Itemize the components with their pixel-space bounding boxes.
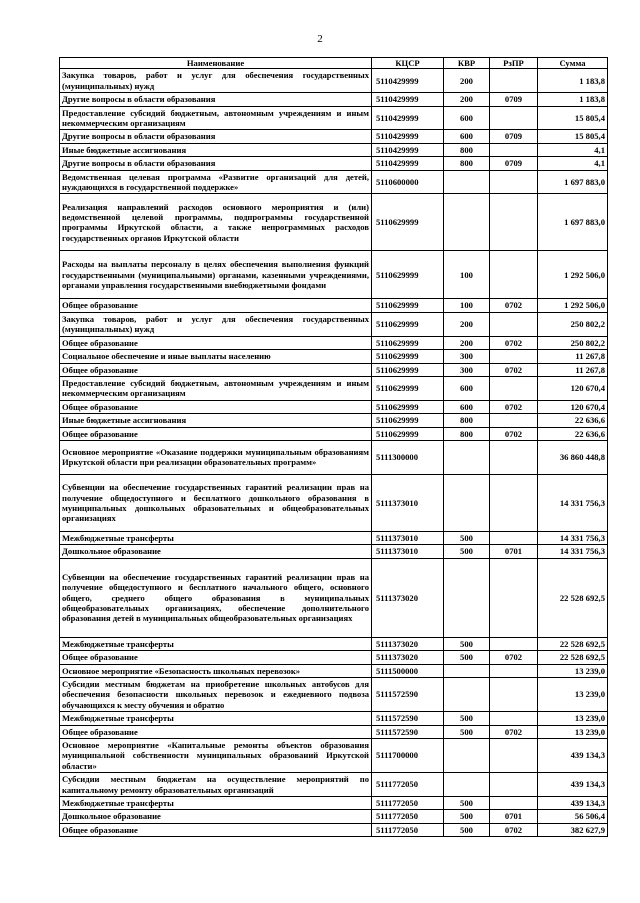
cell-name: Основное мероприятие «Безопасность школьных перевозок»: [60, 664, 372, 677]
cell-rzpr: [490, 739, 538, 773]
cell-name: Другие вопросы в области образования: [60, 157, 372, 170]
cell-name: Основное мероприятие «Капитальные ремонты объектов образования муниципальной собственности муниципальных образований Иркутской области»: [60, 739, 372, 773]
header-name: Наименование: [60, 58, 372, 69]
cell-rzpr: 0702: [490, 651, 538, 664]
cell-rzpr: [490, 170, 538, 194]
table-row: [60, 725, 608, 738]
header-sum: Сумма: [538, 58, 608, 69]
cell-rzpr: [490, 440, 538, 474]
cell-sum: 13 239,0: [538, 664, 608, 677]
cell-name: Общее образование: [60, 363, 372, 376]
cell-kvr: [444, 474, 490, 531]
cell-name: Субвенции на обеспечение государственных гарантий реализации прав на получение общедоступного и бесплатного дошкольного образования в муниципальных дошкольных образовательных и общеобразовательных организациях: [60, 474, 372, 531]
cell-kvr: 500: [444, 545, 490, 558]
cell-name: Предоставление субсидий бюджетным, автономным учреждениям и иным некоммерческим организациям: [60, 376, 372, 400]
cell-kcsr: 5111572590: [372, 712, 444, 725]
cell-rzpr: [490, 474, 538, 531]
table-header-row: [60, 58, 608, 69]
cell-name: Закупка товаров, работ и услуг для обеспечения государственных (муниципальных) нужд: [60, 69, 372, 93]
cell-sum: 13 239,0: [538, 725, 608, 738]
table-row: [60, 677, 608, 711]
cell-rzpr: [490, 106, 538, 130]
table-row: [60, 170, 608, 194]
cell-kcsr: 5110629999: [372, 194, 444, 251]
cell-sum: 14 331 756,3: [538, 474, 608, 531]
cell-kcsr: 5110429999: [372, 93, 444, 106]
cell-kvr: [444, 194, 490, 251]
cell-kvr: 200: [444, 312, 490, 336]
cell-kcsr: 5111700000: [372, 739, 444, 773]
cell-kcsr: 5111572590: [372, 677, 444, 711]
cell-rzpr: [490, 376, 538, 400]
cell-rzpr: 0702: [490, 823, 538, 836]
cell-kvr: 500: [444, 712, 490, 725]
cell-name: Субсидии местным бюджетам на осуществление мероприятий по капитальному ремонту образовательных организаций: [60, 773, 372, 797]
cell-sum: 22 528 692,5: [538, 558, 608, 637]
cell-rzpr: 0701: [490, 810, 538, 823]
cell-name: Дошкольное образование: [60, 545, 372, 558]
cell-kvr: 500: [444, 810, 490, 823]
cell-sum: 13 239,0: [538, 677, 608, 711]
cell-sum: 4,1: [538, 157, 608, 170]
table-row: [60, 474, 608, 531]
cell-kcsr: 5110629999: [372, 299, 444, 312]
cell-kvr: 600: [444, 130, 490, 143]
cell-sum: 36 860 448,8: [538, 440, 608, 474]
cell-kcsr: 5111373020: [372, 558, 444, 637]
cell-kcsr: 5111500000: [372, 664, 444, 677]
table-row: [60, 651, 608, 664]
cell-kcsr: 5111772050: [372, 773, 444, 797]
table-row: [60, 637, 608, 650]
cell-sum: 1 697 883,0: [538, 194, 608, 251]
table-row: [60, 299, 608, 312]
cell-kcsr: 5110629999: [372, 312, 444, 336]
cell-sum: 13 239,0: [538, 712, 608, 725]
cell-name: Другие вопросы в области образования: [60, 93, 372, 106]
cell-sum: 1 292 506,0: [538, 299, 608, 312]
table-row: [60, 251, 608, 299]
cell-sum: 1 697 883,0: [538, 170, 608, 194]
cell-sum: 14 331 756,3: [538, 531, 608, 544]
table-row: [60, 106, 608, 130]
table-row: [60, 363, 608, 376]
cell-kvr: [444, 170, 490, 194]
cell-rzpr: 0702: [490, 427, 538, 440]
cell-kcsr: 5110429999: [372, 106, 444, 130]
cell-kcsr: 5110429999: [372, 157, 444, 170]
cell-kvr: 200: [444, 69, 490, 93]
cell-kvr: 500: [444, 823, 490, 836]
cell-sum: 56 506,4: [538, 810, 608, 823]
header-kvr: КВР: [444, 58, 490, 69]
cell-name: Общее образование: [60, 336, 372, 349]
cell-sum: 250 802,2: [538, 336, 608, 349]
cell-kvr: [444, 677, 490, 711]
cell-kcsr: 5111373010: [372, 545, 444, 558]
cell-rzpr: [490, 312, 538, 336]
cell-name: Предоставление субсидий бюджетным, автономным учреждениям и иным некоммерческим организациям: [60, 106, 372, 130]
table-row: [60, 336, 608, 349]
cell-name: Общее образование: [60, 651, 372, 664]
cell-kcsr: 5111373010: [372, 474, 444, 531]
cell-kvr: 800: [444, 427, 490, 440]
cell-kcsr: 5110429999: [372, 130, 444, 143]
table-row: [60, 414, 608, 427]
cell-kvr: 500: [444, 637, 490, 650]
cell-kcsr: 5111373010: [372, 531, 444, 544]
cell-kcsr: 5110429999: [372, 143, 444, 156]
cell-kcsr: 5110429999: [372, 69, 444, 93]
page-number: 2: [317, 33, 323, 45]
cell-kcsr: 5110629999: [372, 376, 444, 400]
cell-rzpr: [490, 712, 538, 725]
cell-kvr: 500: [444, 531, 490, 544]
cell-kvr: [444, 773, 490, 797]
table-row: [60, 194, 608, 251]
cell-rzpr: 0709: [490, 93, 538, 106]
cell-kvr: 200: [444, 93, 490, 106]
cell-kcsr: 5110629999: [372, 427, 444, 440]
cell-name: Иные бюджетные ассигнования: [60, 414, 372, 427]
table-row: [60, 664, 608, 677]
cell-rzpr: [490, 531, 538, 544]
cell-sum: 120 670,4: [538, 400, 608, 413]
cell-kvr: 300: [444, 363, 490, 376]
cell-rzpr: [490, 637, 538, 650]
cell-rzpr: 0702: [490, 725, 538, 738]
cell-sum: 22 636,6: [538, 427, 608, 440]
table-row: [60, 69, 608, 93]
table-row: [60, 312, 608, 336]
cell-rzpr: 0709: [490, 130, 538, 143]
cell-kcsr: 5110629999: [372, 363, 444, 376]
cell-kcsr: 5110629999: [372, 414, 444, 427]
cell-name: Межбюджетные трансферты: [60, 531, 372, 544]
cell-name: Общее образование: [60, 725, 372, 738]
cell-sum: 22 528 692,5: [538, 637, 608, 650]
table-row: [60, 712, 608, 725]
cell-rzpr: [490, 677, 538, 711]
table-row: [60, 797, 608, 810]
cell-sum: 11 267,8: [538, 363, 608, 376]
cell-rzpr: [490, 69, 538, 93]
cell-sum: 120 670,4: [538, 376, 608, 400]
table-body: [60, 69, 608, 837]
cell-kcsr: 5110600000: [372, 170, 444, 194]
table-row: [60, 823, 608, 836]
cell-kvr: 100: [444, 299, 490, 312]
table-row: [60, 739, 608, 773]
cell-name: Социальное обеспечение и иные выплаты населению: [60, 350, 372, 363]
cell-name: Субвенции на обеспечение государственных гарантий реализации прав на получение общедоступного и бесплатного начального общего, основного общего, среднего общего образования в муниципальных общеобразовательных организациях, обеспечение дополнительного образования детей в муниципальных общеобразовательных организациях: [60, 558, 372, 637]
cell-kvr: 500: [444, 725, 490, 738]
cell-rzpr: 0702: [490, 400, 538, 413]
cell-kvr: 800: [444, 414, 490, 427]
table-row: [60, 93, 608, 106]
cell-name: Ведомственная целевая программа «Развитие организаций для детей, нуждающихся в государственной поддержке»: [60, 170, 372, 194]
cell-kcsr: 5111772050: [372, 823, 444, 836]
table-row: [60, 376, 608, 400]
cell-sum: 1 183,8: [538, 69, 608, 93]
cell-sum: 22 636,6: [538, 414, 608, 427]
cell-rzpr: 0702: [490, 336, 538, 349]
cell-rzpr: 0701: [490, 545, 538, 558]
table-row: [60, 400, 608, 413]
cell-kvr: 800: [444, 143, 490, 156]
cell-kvr: 500: [444, 651, 490, 664]
cell-name: Субсидии местным бюджетам на приобретение школьных автобусов для обеспечения безопасности школьных перевозок и ежедневного подвоза обучающихся к месту обучения и обратно: [60, 677, 372, 711]
cell-kvr: 800: [444, 157, 490, 170]
cell-name: Дошкольное образование: [60, 810, 372, 823]
cell-sum: 1 292 506,0: [538, 251, 608, 299]
table-row: [60, 143, 608, 156]
cell-rzpr: [490, 797, 538, 810]
cell-sum: 250 802,2: [538, 312, 608, 336]
table-row: [60, 350, 608, 363]
cell-kvr: 200: [444, 336, 490, 349]
cell-name: Межбюджетные трансферты: [60, 712, 372, 725]
cell-rzpr: [490, 143, 538, 156]
cell-rzpr: 0702: [490, 363, 538, 376]
budget-table: [59, 57, 608, 837]
table-row: [60, 427, 608, 440]
cell-name: Другие вопросы в области образования: [60, 130, 372, 143]
cell-name: Межбюджетные трансферты: [60, 637, 372, 650]
cell-name: Общее образование: [60, 299, 372, 312]
cell-sum: 15 805,4: [538, 130, 608, 143]
table-row: [60, 558, 608, 637]
cell-name: Общее образование: [60, 823, 372, 836]
cell-sum: 4,1: [538, 143, 608, 156]
cell-kcsr: 5110629999: [372, 400, 444, 413]
table-row: [60, 157, 608, 170]
cell-kcsr: 5111772050: [372, 810, 444, 823]
cell-kvr: [444, 664, 490, 677]
cell-sum: 22 528 692,5: [538, 651, 608, 664]
table-row: [60, 773, 608, 797]
cell-rzpr: [490, 350, 538, 363]
cell-rzpr: [490, 558, 538, 637]
cell-sum: 15 805,4: [538, 106, 608, 130]
cell-kcsr: 5111300000: [372, 440, 444, 474]
cell-kvr: 500: [444, 797, 490, 810]
table-row: [60, 810, 608, 823]
cell-kvr: 600: [444, 376, 490, 400]
cell-rzpr: [490, 194, 538, 251]
cell-name: Расходы на выплаты персоналу в целях обеспечения выполнения функций государственными (муниципальными) органами, казенными учреждениями, органами управления государственными внебюджетными фондами: [60, 251, 372, 299]
cell-sum: 439 134,3: [538, 773, 608, 797]
cell-kvr: 600: [444, 106, 490, 130]
cell-kcsr: 5110629999: [372, 350, 444, 363]
header-kcsr: КЦСР: [372, 58, 444, 69]
cell-name: Общее образование: [60, 427, 372, 440]
cell-kcsr: 5110629999: [372, 336, 444, 349]
cell-name: Межбюджетные трансферты: [60, 797, 372, 810]
cell-name: Иные бюджетные ассигнования: [60, 143, 372, 156]
cell-sum: 11 267,8: [538, 350, 608, 363]
cell-kvr: 600: [444, 400, 490, 413]
cell-rzpr: [490, 773, 538, 797]
table-row: [60, 440, 608, 474]
cell-sum: 439 134,3: [538, 739, 608, 773]
cell-sum: 1 183,8: [538, 93, 608, 106]
cell-kvr: [444, 558, 490, 637]
table-row: [60, 545, 608, 558]
cell-kvr: 300: [444, 350, 490, 363]
cell-kcsr: 5111373020: [372, 651, 444, 664]
cell-rzpr: 0702: [490, 299, 538, 312]
table-row: [60, 130, 608, 143]
cell-rzpr: [490, 664, 538, 677]
cell-kvr: [444, 440, 490, 474]
cell-kcsr: 5111373020: [372, 637, 444, 650]
table-row: [60, 531, 608, 544]
cell-name: Основное мероприятие «Оказание поддержки муниципальным образованиям Иркутской области при реализации образовательных программ»: [60, 440, 372, 474]
cell-kcsr: 5111772050: [372, 797, 444, 810]
cell-kcsr: 5110629999: [372, 251, 444, 299]
cell-sum: 382 627,9: [538, 823, 608, 836]
cell-name: Реализация направлений расходов основного мероприятия и (или) ведомственной целевой программы, подпрограммы государственной программы Иркутской области, а также непрограммных расходов государственных органов Иркутской области: [60, 194, 372, 251]
header-rzpr: РзПР: [490, 58, 538, 69]
cell-kvr: 100: [444, 251, 490, 299]
cell-rzpr: 0709: [490, 157, 538, 170]
cell-kvr: [444, 739, 490, 773]
cell-rzpr: [490, 251, 538, 299]
cell-kcsr: 5111572590: [372, 725, 444, 738]
cell-name: Закупка товаров, работ и услуг для обеспечения государственных (муниципальных) нужд: [60, 312, 372, 336]
cell-sum: 439 134,3: [538, 797, 608, 810]
cell-sum: 14 331 756,3: [538, 545, 608, 558]
cell-name: Общее образование: [60, 400, 372, 413]
cell-rzpr: [490, 414, 538, 427]
